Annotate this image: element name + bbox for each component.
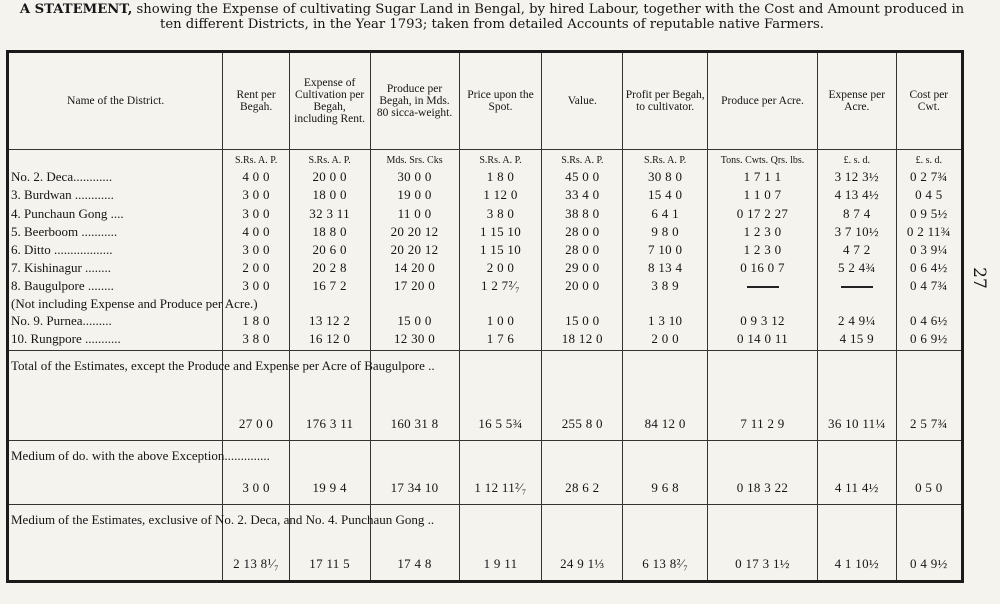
summary-row [8, 350, 963, 441]
cell-price: 1 9 11 [459, 504, 542, 581]
cell-price: 1 8 0 [459, 169, 542, 187]
cell-profit: 2 0 0 [623, 331, 708, 350]
cell-profit: 30 8 0 [623, 169, 708, 187]
cell-value: 28 0 0 [542, 224, 623, 242]
units-blank [8, 150, 223, 170]
table-row [8, 278, 963, 296]
cell-rent: 3 0 0 [223, 206, 289, 224]
cell-produce: 11 0 0 [370, 206, 459, 224]
cell-expense-acre: 4 7 2 [817, 242, 896, 260]
cell-district: 10. Rungpore ........... [8, 331, 223, 350]
table-row [8, 313, 963, 331]
table-row [8, 206, 963, 224]
col-price: Price upon the Spot. [459, 52, 542, 150]
unit-produce: Mds. Srs. Cks [370, 150, 459, 170]
cell-expense-acre: 4 1 10½ [817, 504, 896, 581]
cell-cost-cwt: 0 6 4½ [896, 260, 962, 278]
summary-row [8, 441, 963, 505]
cell-rent: 3 0 0 [223, 441, 289, 505]
unit-expense-acre: £. s. d. [817, 150, 896, 170]
cell-produce: 17 4 8 [370, 504, 459, 581]
cell-price: 1 15 10 [459, 224, 542, 242]
cell-produce-acre: 0 9 3 12 [708, 313, 818, 331]
note-text: (Not including Expense and Produce per Acre.) [8, 296, 223, 313]
cell-district: No. 9. Purnea......... [8, 313, 223, 331]
cell-expense: 19 9 4 [289, 441, 370, 505]
cell-value: 255 8 0 [542, 350, 623, 441]
cell-produce-acre: 0 16 0 7 [708, 260, 818, 278]
cell-produce: 30 0 0 [370, 169, 459, 187]
cell-rent: 27 0 0 [223, 350, 289, 441]
cell-expense: 32 3 11 [289, 206, 370, 224]
cell-value: 20 0 0 [542, 278, 623, 296]
cell-expense-acre: 4 15 9 [817, 331, 896, 350]
table-row [8, 242, 963, 260]
cell-expense-acre: 8 7 4 [817, 206, 896, 224]
cell-expense-acre: 36 10 11¼ [817, 350, 896, 441]
cell-expense: 16 12 0 [289, 331, 370, 350]
cell-district: 3. Burdwan ............ [8, 187, 223, 205]
cell-expense: 176 3 11 [289, 350, 370, 441]
table-row [8, 331, 963, 350]
cell-rent: 3 0 0 [223, 187, 289, 205]
cell-profit: 15 4 0 [623, 187, 708, 205]
cell-expense: 16 7 2 [289, 278, 370, 296]
col-produce: Produce per Begah, in Mds. 80 sicca-weight. [370, 52, 459, 150]
cell-produce: 14 20 0 [370, 260, 459, 278]
cell-value: 18 12 0 [542, 331, 623, 350]
cell-cost-cwt: 0 5 0 [896, 441, 962, 505]
cell-produce-acre: 1 1 0 7 [708, 187, 818, 205]
cell-profit: 6 4 1 [623, 206, 708, 224]
col-cost-cwt: Cost per Cwt. [896, 52, 962, 150]
cell-produce: 12 30 0 [370, 331, 459, 350]
cell-cost-cwt: 0 2 7¾ [896, 169, 962, 187]
cell-produce: 19 0 0 [370, 187, 459, 205]
cell-district: Total of the Estimates, except the Produce and Expense per Acre of Baugulpore .. [8, 350, 223, 441]
col-expense-acre: Expense per Acre. [817, 52, 896, 150]
cell-price: 1 12 0 [459, 187, 542, 205]
cell-produce-acre: 0 17 2 27 [708, 206, 818, 224]
cell-value: 24 9 1⅓ [542, 504, 623, 581]
title-lead: A STATEMENT, [19, 2, 133, 17]
cell-produce-acre [708, 278, 818, 296]
cell-expense-acre: 5 2 4¾ [817, 260, 896, 278]
cell-produce-acre: 1 7 1 1 [708, 169, 818, 187]
cell-value: 28 6 2 [542, 441, 623, 505]
cell-expense: 17 11 5 [289, 504, 370, 581]
cell-price: 2 0 0 [459, 260, 542, 278]
cell-profit: 8 13 4 [623, 260, 708, 278]
cell-price: 1 0 0 [459, 313, 542, 331]
cell-district: 7. Kishinagur ........ [8, 260, 223, 278]
cell-produce: 20 20 12 [370, 242, 459, 260]
cell-district: No. 2. Deca............ [8, 169, 223, 187]
dash-rule [841, 286, 873, 288]
cell-price: 3 8 0 [459, 206, 542, 224]
cell-profit: 1 3 10 [623, 313, 708, 331]
cell-produce: 15 0 0 [370, 313, 459, 331]
cell-price: 1 2 7²⁄₇ [459, 278, 542, 296]
cell-produce-acre: 7 11 2 9 [708, 350, 818, 441]
table-row [8, 187, 963, 205]
cell-district: Medium of the Estimates, exclusive of No. 2. Deca, and No. 4. Punchaun Gong .. [8, 504, 223, 581]
statement-table [6, 50, 964, 583]
unit-expense: S.Rs. A. P. [289, 150, 370, 170]
cell-produce-acre: 0 17 3 1½ [708, 504, 818, 581]
unit-price: S.Rs. A. P. [459, 150, 542, 170]
cell-district: 4. Punchaun Gong .... [8, 206, 223, 224]
unit-cost-cwt: £. s. d. [896, 150, 962, 170]
cell-cost-cwt: 0 4 6½ [896, 313, 962, 331]
cell-price: 1 12 11²⁄₇ [459, 441, 542, 505]
cell-expense: 18 0 0 [289, 187, 370, 205]
col-district: Name of the District. [8, 52, 223, 150]
col-value: Value. [542, 52, 623, 150]
col-produce-acre: Produce per Acre. [708, 52, 818, 150]
cell-cost-cwt: 0 4 5 [896, 187, 962, 205]
cell-produce: 17 34 10 [370, 441, 459, 505]
cell-district: Medium of do. with the above Exception.............. [8, 441, 223, 505]
units-row [8, 150, 963, 170]
cell-rent: 4 0 0 [223, 224, 289, 242]
col-rent: Rent per Begah. [223, 52, 289, 150]
cell-expense: 20 6 0 [289, 242, 370, 260]
unit-produce-acre: Tons. Cwts. Qrs. lbs. [708, 150, 818, 170]
cell-expense: 20 0 0 [289, 169, 370, 187]
cell-produce: 17 20 0 [370, 278, 459, 296]
cell-produce-acre: 1 2 3 0 [708, 224, 818, 242]
dash-rule [747, 286, 779, 288]
unit-profit: S.Rs. A. P. [623, 150, 708, 170]
cell-rent: 3 0 0 [223, 278, 289, 296]
table-row [8, 224, 963, 242]
cell-expense: 18 8 0 [289, 224, 370, 242]
cell-cost-cwt: 0 2 11¾ [896, 224, 962, 242]
title-text: showing the Expense of cultivating Sugar Land in Bengal, by hired Labour, together with the Cost and Amount produced in ten different Districts, in the Year 1793; taken from detailed Accounts of reputable native Farmers. [136, 2, 965, 32]
cell-expense-acre: 4 13 4½ [817, 187, 896, 205]
unit-value: S.Rs. A. P. [542, 150, 623, 170]
cell-produce-acre: 1 2 3 0 [708, 242, 818, 260]
cell-expense: 20 2 8 [289, 260, 370, 278]
cell-produce: 160 31 8 [370, 350, 459, 441]
cell-rent: 3 8 0 [223, 331, 289, 350]
cell-cost-cwt: 0 4 9½ [896, 504, 962, 581]
cell-rent: 4 0 0 [223, 169, 289, 187]
cell-value: 45 0 0 [542, 169, 623, 187]
cell-cost-cwt: 0 9 5½ [896, 206, 962, 224]
cell-rent: 1 8 0 [223, 313, 289, 331]
cell-cost-cwt: 2 5 7¾ [896, 350, 962, 441]
cell-value: 28 0 0 [542, 242, 623, 260]
cell-district: 6. Ditto .................. [8, 242, 223, 260]
cell-rent: 2 13 8¹⁄₇ [223, 504, 289, 581]
cell-cost-cwt: 0 3 9¼ [896, 242, 962, 260]
cell-profit: 9 8 0 [623, 224, 708, 242]
cell-expense-acre: 3 7 10½ [817, 224, 896, 242]
header-row [8, 52, 963, 150]
cell-profit: 6 13 8²⁄₇ [623, 504, 708, 581]
unit-rent: S.Rs. A. P. [223, 150, 289, 170]
cell-expense-acre: 4 11 4½ [817, 441, 896, 505]
cell-expense-acre: 2 4 9¼ [817, 313, 896, 331]
summary-row [8, 504, 963, 581]
cell-value: 15 0 0 [542, 313, 623, 331]
cell-profit: 84 12 0 [623, 350, 708, 441]
table-row [8, 169, 963, 187]
cell-profit: 9 6 8 [623, 441, 708, 505]
cell-price: 1 7 6 [459, 331, 542, 350]
note-row [8, 296, 963, 313]
cell-cost-cwt: 0 4 7¾ [896, 278, 962, 296]
cell-value: 33 4 0 [542, 187, 623, 205]
col-profit: Profit per Begah, to cultivator. [623, 52, 708, 150]
cell-produce: 20 20 12 [370, 224, 459, 242]
cell-rent: 3 0 0 [223, 242, 289, 260]
cell-profit: 3 8 9 [623, 278, 708, 296]
cell-produce-acre: 0 14 0 11 [708, 331, 818, 350]
cell-produce-acre: 0 18 3 22 [708, 441, 818, 505]
cell-profit: 7 10 0 [623, 242, 708, 260]
cell-district: 8. Baugulpore ........ [8, 278, 223, 296]
table-row [8, 260, 963, 278]
page-number: 27 [968, 267, 989, 289]
cell-cost-cwt: 0 6 9½ [896, 331, 962, 350]
cell-rent: 2 0 0 [223, 260, 289, 278]
cell-district: 5. Beerboom ........... [8, 224, 223, 242]
cell-price: 16 5 5¾ [459, 350, 542, 441]
statement-title [12, 2, 972, 32]
cell-value: 38 8 0 [542, 206, 623, 224]
col-expense: Expense of Cultivation per Begah, including Rent. [289, 52, 370, 150]
cell-expense-acre [817, 278, 896, 296]
cell-price: 1 15 10 [459, 242, 542, 260]
cell-expense-acre: 3 12 3½ [817, 169, 896, 187]
cell-expense: 13 12 2 [289, 313, 370, 331]
cell-value: 29 0 0 [542, 260, 623, 278]
